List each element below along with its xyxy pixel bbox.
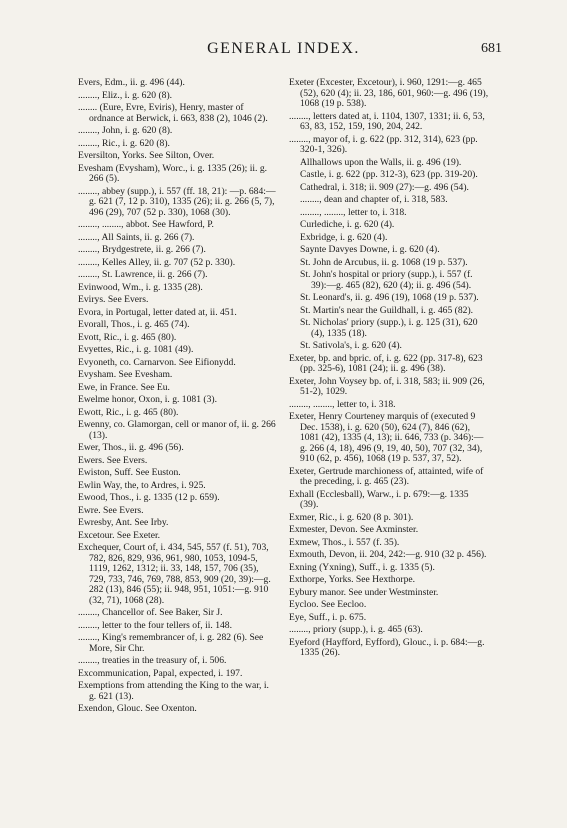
index-entry: ........, Eliz., i. g. 620 (8).: [78, 89, 173, 101]
index-entry: Exning (Yxning), Suff., i. g. 1335 (5).: [289, 561, 435, 573]
index-entry: ........, All Saints, ii. g. 266 (7).: [78, 231, 195, 243]
index-entry: Exmester, Devon. See Axminster.: [289, 524, 419, 535]
index-entry: Ewlin Way, the, to Ardres, i. 925.: [78, 479, 206, 491]
index-column-left: [78, 78, 276, 818]
index-entry: Exbridge, i. g. 620 (4).: [300, 231, 388, 243]
index-entry: Eversilton, Yorks. See Silton, Over.: [78, 150, 215, 161]
index-entry: Ewers. See Evers.: [78, 454, 148, 466]
index-entry: ........, ........, letter to, i. 318.: [289, 398, 396, 410]
index-entry: Evott, Ric., i. g. 465 (80).: [78, 331, 177, 343]
index-entry: ........, St. Lawrence, ii. g. 266 (7).: [78, 269, 208, 280]
index-entry: Exemptions from attending the King to the war, i. g. 621 (13).: [78, 680, 269, 702]
index-entry: Eye, Suff., i. p. 675.: [289, 611, 367, 623]
index-entry: Exeter, John Voysey bp. of, i. 318, 583; ii. 909 (26, 51-2), 1029.: [289, 375, 485, 397]
index-entry: Evinwood, Wm., i. g. 1335 (28).: [78, 281, 203, 293]
index-entry: Exeter (Excester, Excetour), i. 960, 1291:—g. 465 (52), 620 (4); ii. 23, 186, 601, 960:—g. 496 (19), 1068 (19 p. 538).: [289, 78, 489, 109]
index-entry: Ewiston, Suff. See Euston.: [78, 467, 181, 478]
index-entry: ........, Chancellor of. See Baker, Sir J.: [78, 607, 223, 618]
index-entry: Ewre. See Evers.: [78, 504, 144, 516]
index-entry: ........, ........, abbot. See Hawford, P.: [78, 219, 214, 230]
index-entry: ........, ........, letter to, i. 318.: [300, 206, 407, 218]
index-entry: ........, letter to the four tellers of, ii. 148.: [78, 619, 232, 631]
index-entry: ........, Ric., i. g. 620 (8).: [78, 137, 170, 149]
index-entry: Ewood, Thos., i. g. 1335 (12 p. 659).: [78, 492, 220, 503]
index-entry: Exchequer, Court of, i. 434, 545, 557 (f. 51), 703, 782, 826, 829, 936, 961, 980, 1053, 1094-5, 1119, 1262, 1312; ii. 33, 148, 157, 706 (35), 729, 733, 746, 769, 788, 853, 909 (20, 39):—g. 282 (13), 846 (55); ii. 948, 951, 1051:—g. 910 (32, 71), 1068 (28).: [78, 542, 271, 606]
index-entry: Exmouth, Devon, ii. 204, 242:—g. 910 (32 p. 456).: [289, 549, 487, 560]
index-entry: Ewenny, co. Glamorgan, cell or manor of, ii. g. 266 (13).: [78, 419, 276, 441]
index-entry: Ewelme honor, Oxon, i. g. 1081 (3).: [78, 394, 217, 405]
index-entry: Evesham (Evysham), Worc., i. g. 1335 (26); ii. g. 266 (5).: [78, 162, 268, 184]
index-entry: Ewresby, Ant. See Irby.: [78, 517, 169, 528]
index-entry: St. John de Arcubus, ii. g. 1068 (19 p. 537).: [300, 256, 468, 268]
index-entry: Evers, Edm., ii. g. 496 (44).: [78, 78, 185, 88]
index-column-right: [289, 78, 489, 818]
index-entry: Eyeford (Hayfford, Eyfford), Glouc., i. p. 684:—g. 1335 (26).: [289, 636, 485, 658]
index-entry: ........, King's remembrancer of, i. g. 282 (6). See More, Sir Chr.: [78, 632, 264, 654]
index-entry: Evyoneth, co. Carnarvon. See Eifionydd.: [78, 356, 236, 368]
index-entry: ........, priory (supp.), i. g. 465 (63).: [289, 624, 423, 635]
index-entry: Exmew, Thos., i. 557 (f. 35).: [289, 536, 400, 548]
index-entry: Eycloo. See Eecloo.: [289, 599, 367, 610]
index-entry: Evirys. See Evers.: [78, 294, 149, 305]
index-entry: Exthorpe, Yorks. See Hexthorpe.: [289, 574, 416, 585]
index-entry: Ewer, Thos., ii. g. 496 (56).: [78, 442, 184, 453]
index-entry: Castle, i. g. 622 (pp. 312-3), 623 (pp. 319-20).: [300, 169, 478, 180]
index-entry: Excommunication, Papal, expected, i. 197.: [78, 667, 243, 679]
page-title: GENERAL INDEX.: [207, 40, 360, 57]
page-number: 681: [481, 41, 502, 56]
index-entry: ........, Brydgestrete, ii. g. 266 (7).: [78, 244, 206, 255]
running-header: [0, 40, 567, 60]
index-entry: Exmer, Ric., i. g. 620 (8 p. 301).: [289, 511, 414, 523]
index-entry: Evora, in Portugal, letter dated at, ii. 451.: [78, 306, 237, 318]
index-entry: Ewe, in France. See Eu.: [78, 381, 170, 393]
index-entry: ........, John, i. g. 620 (8).: [78, 125, 173, 136]
index-entry: St. Martin's near the Guildhall, i. g. 465 (82).: [300, 304, 474, 316]
index-entry: St. Leonard's, ii. g. 496 (19), 1068 (19 p. 537).: [300, 292, 479, 303]
index-entry: ........, abbey (supp.), i. 557 (ff. 18, 21): —p. 684:—g. 621 (7, 12 p. 310), 1335 (26); ii. g. 266 (5, 7), 496 (29), 707 (52 p. 330), 1068 (30).: [78, 185, 276, 218]
index-entry: Exeter, bp. and bpric. of, i. g. 622 (pp. 317-8), 623 (pp. 325-6), 1081 (24); ii. g. 496 (38).: [289, 352, 483, 374]
index-entry: Evysham. See Evesham.: [78, 369, 173, 380]
index-entry: Exendon, Glouc. See Oxenton.: [78, 703, 197, 714]
index-entry: St. Sativola's, i. g. 620 (4).: [300, 340, 402, 351]
index-entry: Allhallows upon the Walls, ii. g. 496 (19).: [300, 156, 462, 168]
index-entry: Ewott, Ric., i. g. 465 (80).: [78, 406, 179, 418]
index-entry: Excetour. See Exeter.: [78, 529, 161, 541]
index-entry: Cathedral, i. 318; ii. 909 (27):—g. 496 (54).: [300, 181, 469, 193]
index-entry: Evyettes, Ric., i. g. 1081 (49).: [78, 344, 194, 355]
index-entry: Exeter, Gertrude marchioness of, attainted, wife of the preceding, i. g. 465 (23).: [289, 465, 484, 487]
index-entry: Exeter, Henry Courteney marquis of (executed 9 Dec. 1538), i. g. 620 (50), 624 (7), 846 (62), 1081 (42), 1335 (4, 13); ii. 646, 733 (p. 346):—g. 266 (4, 18), 496 (9, 19, 40, 50), 707 (32, 34), 910 (62, p. 456), 1068 (19 p. 537, 37, 52).: [289, 411, 484, 464]
index-entry: Eybury manor. See under Westminster.: [289, 586, 439, 598]
index-entry: ........, treaties in the treasury of, i. 506.: [78, 655, 227, 666]
index-entry: ........, Kelles Alley, ii. g. 707 (52 p. 330).: [78, 256, 236, 268]
index-entry: Exhall (Ecclesball), Warw., i. p. 679:—g. 1335 (39).: [289, 488, 469, 510]
index-entry: St. Nicholas' priory (supp.), i. g. 125 (31), 620 (4), 1335 (18).: [300, 317, 478, 339]
index-entry: Saynte Davyes Downe, i. g. 620 (4).: [300, 244, 440, 255]
index-entry: Curlediche, i. g. 620 (4).: [300, 219, 395, 230]
index-entry: ........, letters dated at, i. 1104, 1307, 1331; ii. 6, 53, 63, 83, 152, 159, 190, 204, 242.: [289, 110, 485, 132]
index-entry: ........, dean and chapter of, i. 318, 583.: [300, 194, 448, 205]
index-entry: ........ (Eure, Evre, Eviris), Henry, master of ordnance at Berwick, i. 663, 838 (2), 1046 (2).: [78, 102, 268, 124]
index-entry: St. John's hospital or priory (supp.), i. 557 (f. 39):—g. 465 (82), 620 (4); ii. g. 496 (54).: [300, 269, 473, 291]
index-entry: ........, mayor of, i. g. 622 (pp. 312, 314), 623 (pp. 320-1, 326).: [289, 133, 478, 155]
index-entry: Evorall, Thos., i. g. 465 (74).: [78, 319, 190, 330]
